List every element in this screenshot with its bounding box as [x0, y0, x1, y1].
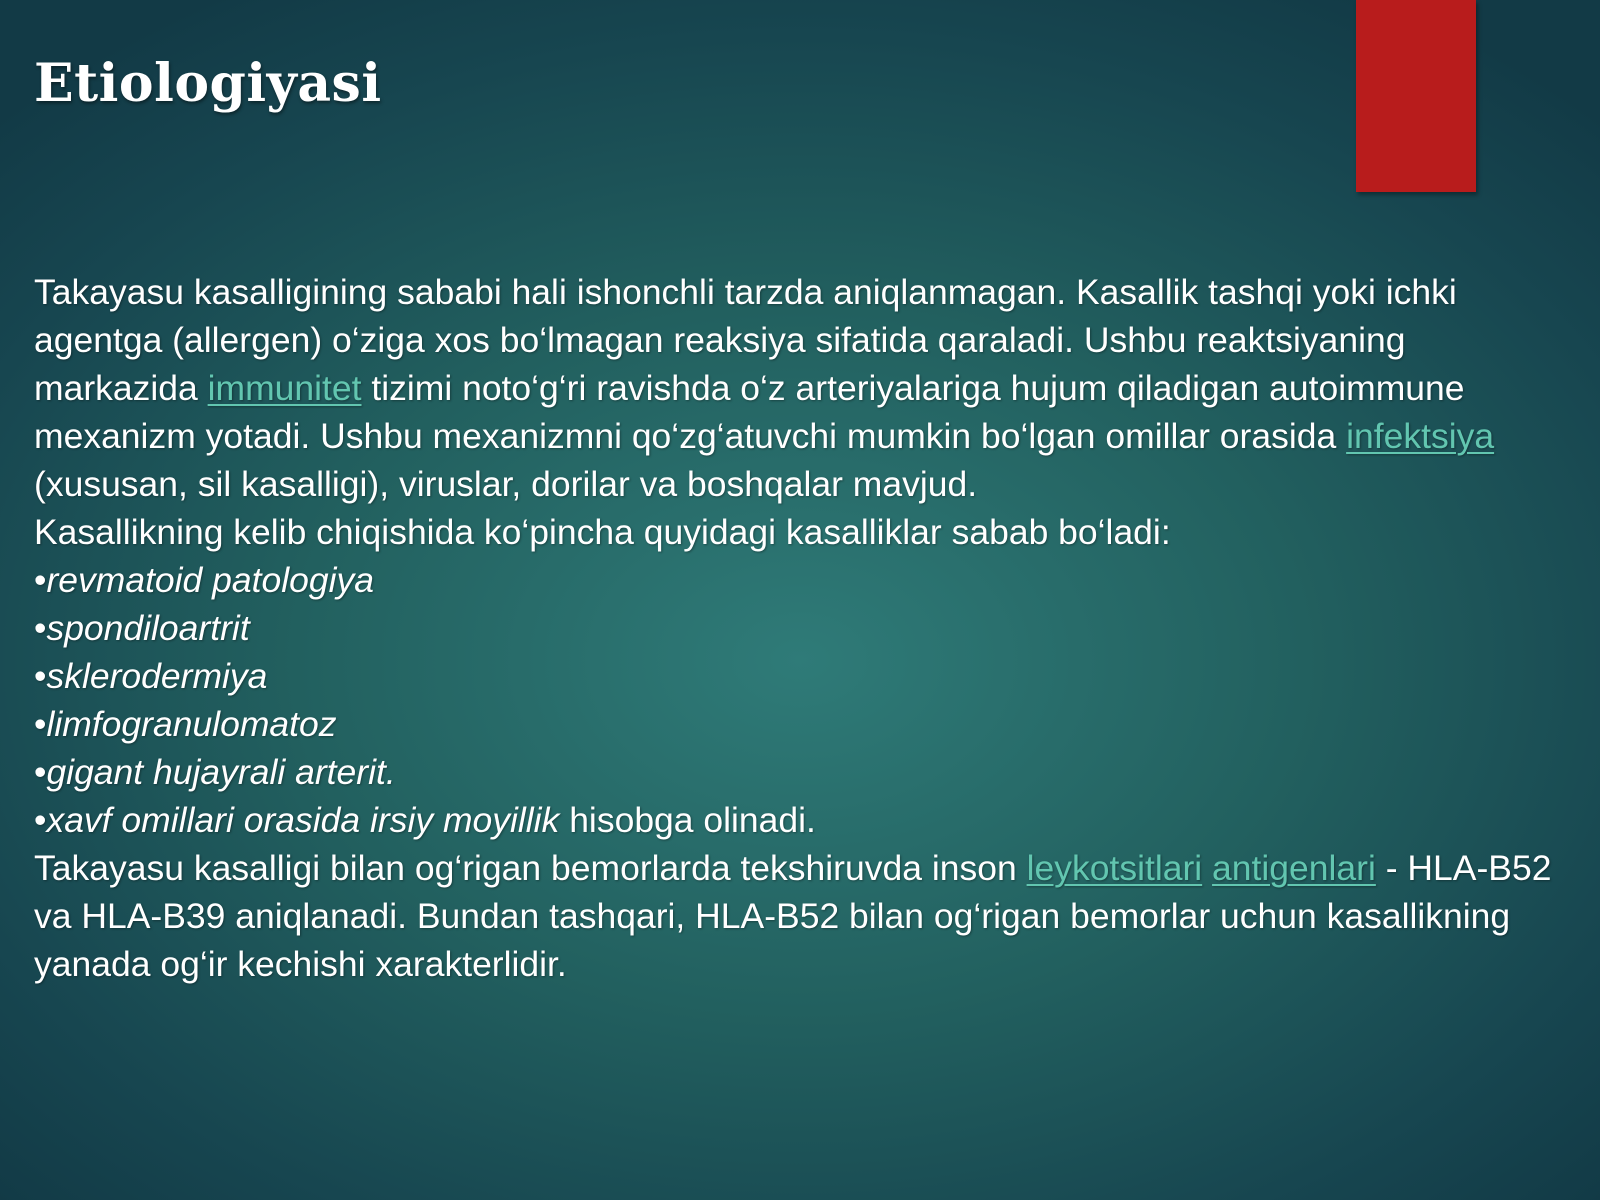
list-item — [34, 796, 1574, 844]
link-leykotsitlari[interactable]: leykotsitlari — [1026, 848, 1203, 888]
list-item-text: gigant hujayrali arterit. — [46, 752, 396, 792]
accent-bar — [1356, 0, 1476, 192]
link-immunitet[interactable]: immunitet — [207, 368, 362, 408]
list-item-text: revmatoid patologiya — [46, 560, 375, 600]
list-item — [34, 604, 1574, 652]
bullet-marker: • — [34, 800, 47, 840]
list-item — [34, 700, 1574, 748]
list-item — [34, 652, 1574, 700]
causes-intro: Kasallikning kelib chiqishida ko‘pincha quyidagi kasalliklar sabab bo‘ladi: — [34, 512, 1171, 552]
list-item — [34, 556, 1574, 604]
bullet-marker: • — [34, 656, 47, 696]
list-item-text: xavf omillari orasida irsiy moyillik — [46, 800, 560, 840]
etiology-paragraph — [34, 268, 1574, 508]
causes-list — [34, 556, 1574, 844]
link-infektsiya[interactable]: infektsiya — [1346, 416, 1495, 456]
bullet-marker: • — [34, 560, 47, 600]
list-item — [34, 748, 1574, 796]
list-item-text: spondiloartrit — [46, 608, 250, 648]
bullet-marker: • — [34, 752, 47, 792]
list-item-suffix: hisobga olinadi. — [559, 800, 816, 840]
text-run: Takayasu kasalligi bilan og‘rigan bemorlarda tekshiruvda inson — [34, 848, 1027, 888]
slide-body — [34, 268, 1574, 988]
link-antigenlari[interactable]: antigenlari — [1212, 848, 1376, 888]
bullet-marker: • — [34, 608, 47, 648]
bullet-marker: • — [34, 704, 47, 744]
text-run: (xususan, sil kasalligi), viruslar, dorilar va boshqalar mavjud. — [34, 464, 978, 504]
slide-title: Etiologiyasi — [34, 53, 382, 114]
text-run: Takayasu kasalligining sababi hali ishonchli tarzda aniqlanmagan. Kasallik tashqi yoki ichki agentga (allergen) o‘ziga xos bo‘lmagan reaksiya sifatida qaraladi. Ushbu reaktsiyaning markazida — [34, 272, 1457, 408]
list-item-text: sklerodermiya — [46, 656, 268, 696]
text-run: tizimi noto‘g‘ri ravishda o‘z arteriyalariga hujum qiladigan autoimmune mexanizm yotadi. Ushbu mexanizmni qo‘zg‘atuvchi mumkin bo‘lgan omillar orasida — [34, 368, 1465, 456]
hla-paragraph — [34, 844, 1574, 988]
list-item-text: limfogranulomatoz — [46, 704, 337, 744]
text-run: - HLA-B52 va HLA-B39 aniqlanadi. Bundan tashqari, HLA-B52 bilan og‘rigan bemorlar uchun kasallikning yanada og‘ir kechishi xarakterlidir. — [34, 848, 1552, 984]
